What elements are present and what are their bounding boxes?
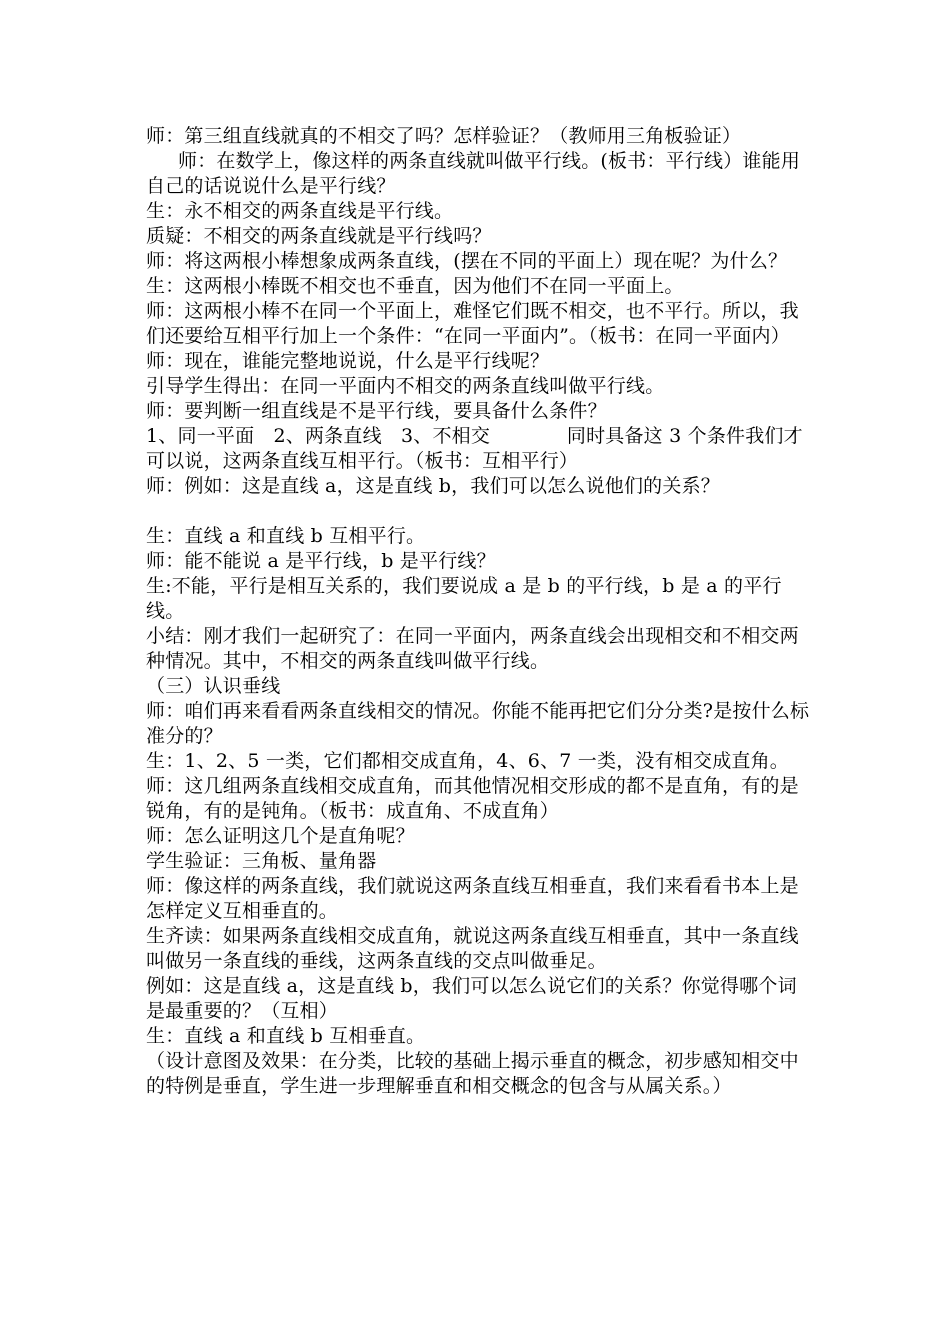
- paragraph: 师：现在，谁能完整地说说，什么是平行线呢？: [146, 350, 550, 372]
- paragraph: 生：永不相交的两条直线是平行线。: [146, 200, 454, 222]
- paragraph: （设计意图及效果：在分类，比较的基础上揭示垂直的概念，初步感知相交中的特例是垂直，学生进一步理解垂直和相交概念的包含与从属关系。）: [146, 1050, 799, 1097]
- paragraph: 生齐读：如果两条直线相交成直角，就说这两条直线互相垂直，其中一条直线叫做另一条直线的垂线，这两条直线的交点叫做垂足。: [146, 925, 799, 972]
- paragraph: 小结：刚才我们一起研究了：在同一平面内，两条直线会出现相交和不相交两种情况。其中，不相交的两条直线叫做平行线。: [146, 625, 799, 672]
- paragraph: 师：例如：这是直线 a，这是直线 b，我们可以怎么说他们的关系？: [146, 475, 720, 497]
- paragraph: 师：在数学上，像这样的两条直线就叫做平行线。(板书：平行线）谁能用自己的话说说什么是平行线？: [146, 150, 801, 197]
- paragraph: 师：要判断一组直线是不是平行线，要具备什么条件？: [146, 400, 607, 422]
- paragraph: 师：这两根小棒不在同一个平面上，难怪它们既不相交，也不平行。所以，我们还要给互相平行加上一个条件：“在同一平面内”。（板书：在同一平面内）: [146, 300, 799, 347]
- paragraph: 师：能不能说 a 是平行线，b 是平行线？: [146, 550, 496, 572]
- paragraph: 引导学生得出：在同一平面内不相交的两条直线叫做平行线。: [146, 375, 665, 397]
- paragraph: 师：将这两根小棒想象成两条直线，(摆在不同的平面上）现在呢？为什么？: [146, 250, 788, 272]
- paragraph: 质疑：不相交的两条直线就是平行线吗？: [146, 225, 492, 247]
- paragraph: 生：直线 a 和直线 b 互相平行。: [146, 525, 426, 547]
- paragraph: 师：咱们再来看看两条直线相交的情况。你能不能再把它们分分类?是按什么标准分的？: [146, 700, 810, 747]
- paragraph: 师：第三组直线就真的不相交了吗？怎样验证？（教师用三角板验证）: [146, 125, 742, 147]
- paragraph: 生：1、2、5 一类，它们都相交成直角，4、6、7 一类，没有相交成直角。: [146, 750, 790, 772]
- paragraph: 生：直线 a 和直线 b 互相垂直。: [146, 1025, 426, 1047]
- paragraph: 生:不能，平行是相互关系的，我们要说成 a 是 b 的平行线，b 是 a 的平行线。: [146, 575, 782, 622]
- paragraph: [146, 499, 814, 524]
- paragraph: 师：这几组两条直线相交成直角，而其他情况相交形成的都不是直角，有的是锐角，有的是钝角。（板书：成直角、不成直角）: [146, 775, 799, 822]
- paragraph: 学生验证：三角板、量角器: [146, 850, 377, 872]
- paragraph: （三）认识垂线: [146, 675, 281, 697]
- paragraph: 1、同一平面 2、两条直线 3、不相交 同时具备这 3 个条件我们才可以说，这两条直线互相平行。（板书：互相平行）: [146, 425, 803, 472]
- paragraph: 生：这两根小棒既不相交也不垂直，因为他们不在同一平面上。: [146, 275, 684, 297]
- paragraph: 师：怎么证明这几个是直角呢？: [146, 825, 415, 847]
- paragraph: 师：像这样的两条直线，我们就说这两条直线互相垂直，我们来看看书本上是怎样定义互相垂直的。: [146, 875, 799, 922]
- paragraph: 例如：这是直线 a，这是直线 b，我们可以怎么说它们的关系？你觉得哪个词是最重要的？（互相）: [146, 975, 797, 1022]
- document-body: [146, 124, 814, 1099]
